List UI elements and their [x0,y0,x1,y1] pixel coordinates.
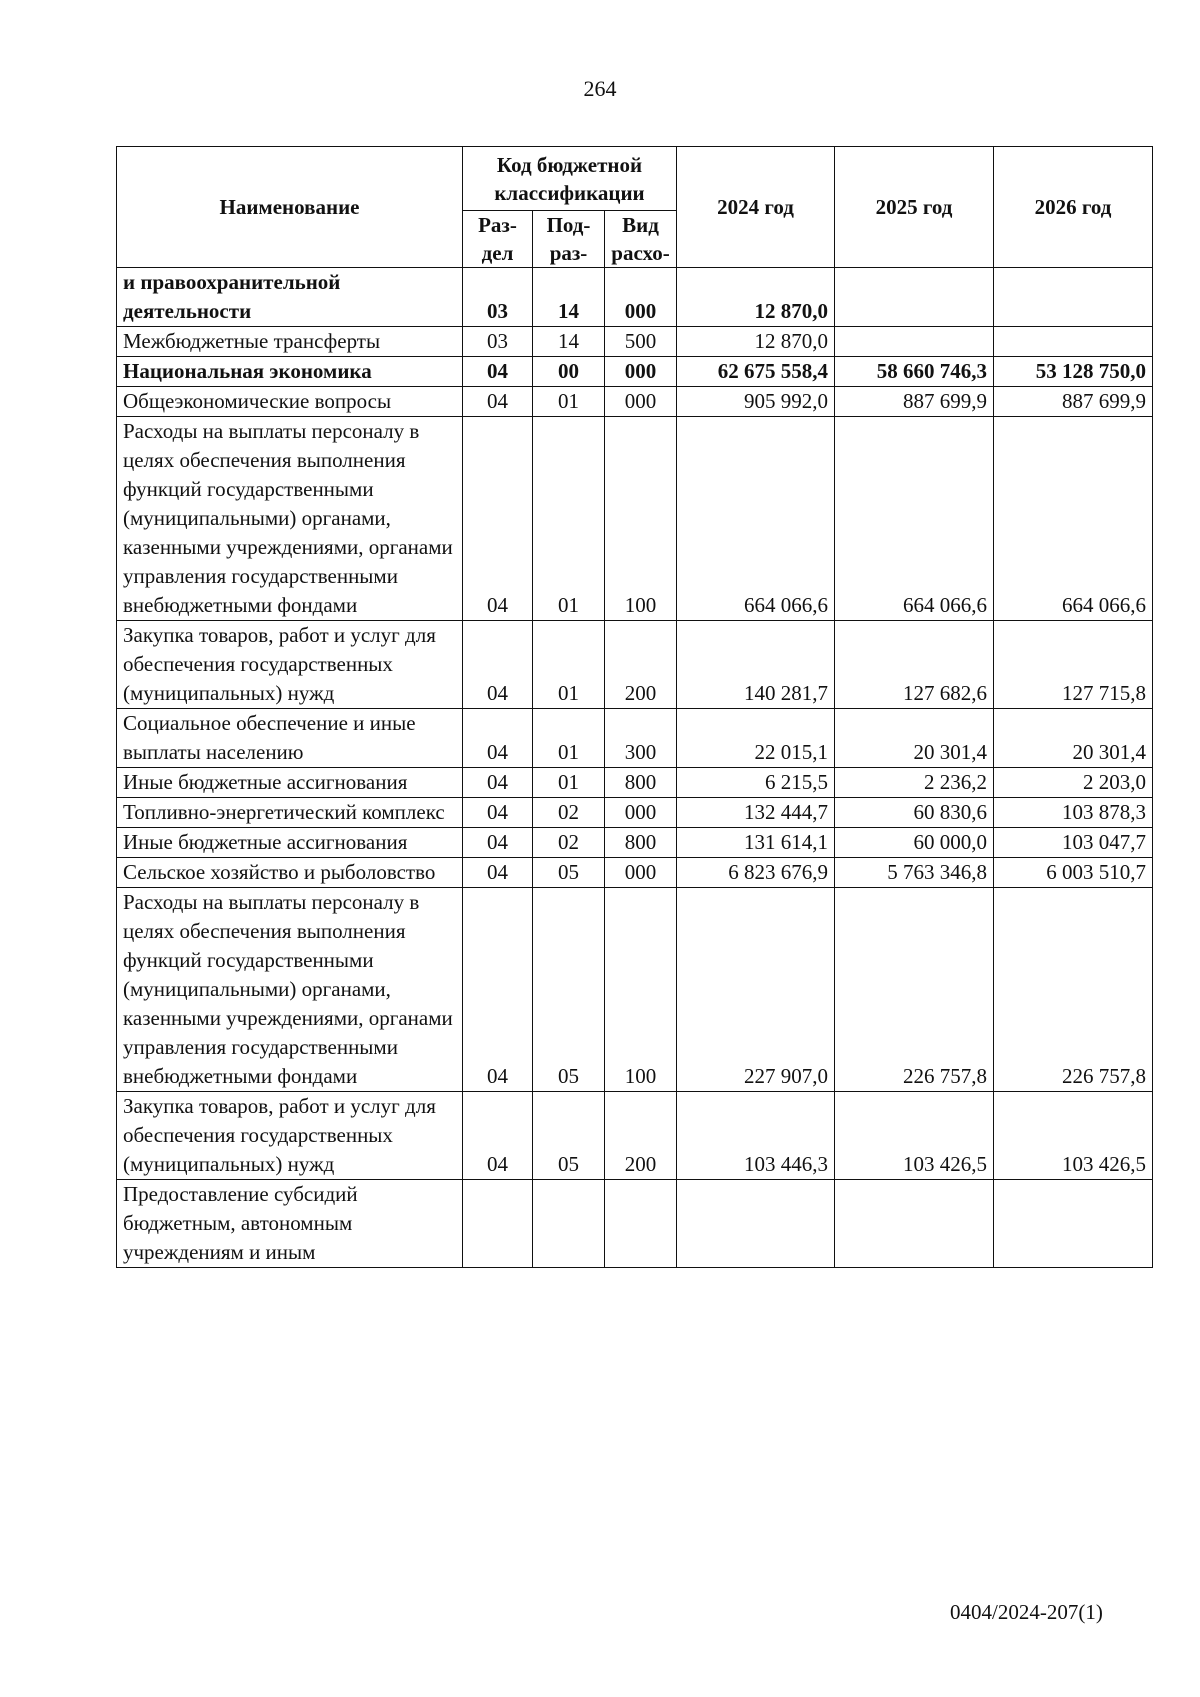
header-podrazdel: Под- раз- [533,211,605,268]
cell-2026: 6 003 510,7 [994,858,1153,888]
cell-razdel: 04 [463,828,533,858]
cell-name: Закупка товаров, работ и услуг для обеспечения государственных (муниципальных) нужд [117,1092,463,1180]
table-row [117,858,1153,888]
cell-2026: 103 047,7 [994,828,1153,858]
cell-2026: 226 757,8 [994,888,1153,1092]
cell-name: Расходы на выплаты персоналу в целях обеспечения выполнения функций государственными (муниципальными) органами, казенными учреждениями, органами управления государственными внебюджетными фондами [117,888,463,1092]
budget-table [116,146,1153,1268]
cell-name: Иные бюджетные ассигнования [117,828,463,858]
cell-2024: 62 675 558,4 [677,357,835,387]
cell-2024: 22 015,1 [677,709,835,768]
cell-razdel: 04 [463,357,533,387]
cell-name: Общеэкономические вопросы [117,387,463,417]
cell-podrazdel: 01 [533,709,605,768]
cell-2024: 12 870,0 [677,327,835,357]
table-row [117,768,1153,798]
cell-podrazdel: 01 [533,417,605,621]
cell-2026: 664 066,6 [994,417,1153,621]
cell-vid: 000 [605,357,677,387]
cell-2025: 887 699,9 [835,387,994,417]
cell-2026: 103 878,3 [994,798,1153,828]
table-row [117,798,1153,828]
cell-vid: 000 [605,268,677,327]
table-row [117,709,1153,768]
cell-razdel: 04 [463,858,533,888]
cell-vid [605,1180,677,1268]
cell-2025 [835,1180,994,1268]
cell-2024: 140 281,7 [677,621,835,709]
cell-2026 [994,327,1153,357]
table-row [117,387,1153,417]
cell-name: Иные бюджетные ассигнования [117,768,463,798]
cell-vid: 100 [605,888,677,1092]
header-code-group: Код бюджетной классификации [463,147,677,211]
cell-2025: 226 757,8 [835,888,994,1092]
cell-2025: 60 000,0 [835,828,994,858]
cell-podrazdel: 05 [533,888,605,1092]
cell-podrazdel [533,1180,605,1268]
cell-2024: 131 614,1 [677,828,835,858]
cell-vid: 300 [605,709,677,768]
cell-podrazdel: 01 [533,621,605,709]
cell-name: Сельское хозяйство и рыболовство [117,858,463,888]
cell-2026: 20 301,4 [994,709,1153,768]
table-header [117,147,1153,268]
cell-razdel [463,1180,533,1268]
cell-2024: 227 907,0 [677,888,835,1092]
cell-2025: 127 682,6 [835,621,994,709]
cell-podrazdel: 05 [533,1092,605,1180]
cell-2025: 103 426,5 [835,1092,994,1180]
cell-name: Предоставление субсидий бюджетным, автономным учреждениям и иным [117,1180,463,1268]
cell-name: Социальное обеспечение и иные выплаты населению [117,709,463,768]
cell-vid: 000 [605,858,677,888]
cell-razdel: 03 [463,268,533,327]
table-row [117,621,1153,709]
cell-podrazdel: 05 [533,858,605,888]
cell-name: Национальная экономика [117,357,463,387]
cell-razdel: 04 [463,1092,533,1180]
cell-podrazdel: 01 [533,768,605,798]
cell-podrazdel: 14 [533,327,605,357]
table-row [117,357,1153,387]
cell-razdel: 04 [463,768,533,798]
cell-2025: 58 660 746,3 [835,357,994,387]
cell-razdel: 04 [463,417,533,621]
table-row [117,888,1153,1092]
cell-vid: 500 [605,327,677,357]
cell-2024: 12 870,0 [677,268,835,327]
cell-2024: 103 446,3 [677,1092,835,1180]
cell-name: Закупка товаров, работ и услуг для обеспечения государственных (муниципальных) нужд [117,621,463,709]
cell-razdel: 04 [463,888,533,1092]
cell-razdel: 04 [463,621,533,709]
page-number: 264 [583,76,617,101]
cell-2026: 103 426,5 [994,1092,1153,1180]
cell-vid: 800 [605,828,677,858]
cell-2026: 887 699,9 [994,387,1153,417]
header-vid: Вид расхо- [605,211,677,268]
table-body [117,268,1153,1268]
cell-razdel: 04 [463,387,533,417]
table-row [117,1180,1153,1268]
cell-2024: 132 444,7 [677,798,835,828]
cell-vid: 000 [605,387,677,417]
cell-2025 [835,327,994,357]
cell-vid: 200 [605,621,677,709]
cell-name: и правоохранительной деятельности [117,268,463,327]
header-name: Наименование [117,147,463,268]
cell-name: Топливно-энергетический комплекс [117,798,463,828]
header-2025: 2025 год [835,147,994,268]
cell-vid: 000 [605,798,677,828]
cell-2025: 20 301,4 [835,709,994,768]
cell-vid: 100 [605,417,677,621]
table-row [117,417,1153,621]
table-row [117,828,1153,858]
cell-razdel: 04 [463,798,533,828]
header-2026: 2026 год [994,147,1153,268]
cell-2024: 6 823 676,9 [677,858,835,888]
table-row [117,1092,1153,1180]
header-2024: 2024 год [677,147,835,268]
header-razdel: Раз- дел [463,211,533,268]
table-row [117,268,1153,327]
cell-razdel: 03 [463,327,533,357]
cell-2025: 5 763 346,8 [835,858,994,888]
cell-podrazdel: 01 [533,387,605,417]
cell-2026: 53 128 750,0 [994,357,1153,387]
cell-2025: 60 830,6 [835,798,994,828]
cell-2024: 905 992,0 [677,387,835,417]
cell-2026 [994,1180,1153,1268]
cell-2026: 127 715,8 [994,621,1153,709]
cell-name: Расходы на выплаты персоналу в целях обеспечения выполнения функций государственными (муниципальными) органами, казенными учреждениями, органами управления государственными внебюджетными фондами [117,417,463,621]
table-row [117,327,1153,357]
cell-2025: 664 066,6 [835,417,994,621]
cell-2024: 6 215,5 [677,768,835,798]
cell-2024: 664 066,6 [677,417,835,621]
cell-vid: 200 [605,1092,677,1180]
cell-2025 [835,268,994,327]
cell-podrazdel: 02 [533,828,605,858]
cell-vid: 800 [605,768,677,798]
cell-2025: 2 236,2 [835,768,994,798]
cell-2024 [677,1180,835,1268]
cell-podrazdel: 02 [533,798,605,828]
cell-2026 [994,268,1153,327]
cell-2026: 2 203,0 [994,768,1153,798]
document-code: 0404/2024-207(1) [950,1600,1103,1624]
cell-name: Межбюджетные трансферты [117,327,463,357]
cell-podrazdel: 00 [533,357,605,387]
cell-podrazdel: 14 [533,268,605,327]
cell-razdel: 04 [463,709,533,768]
